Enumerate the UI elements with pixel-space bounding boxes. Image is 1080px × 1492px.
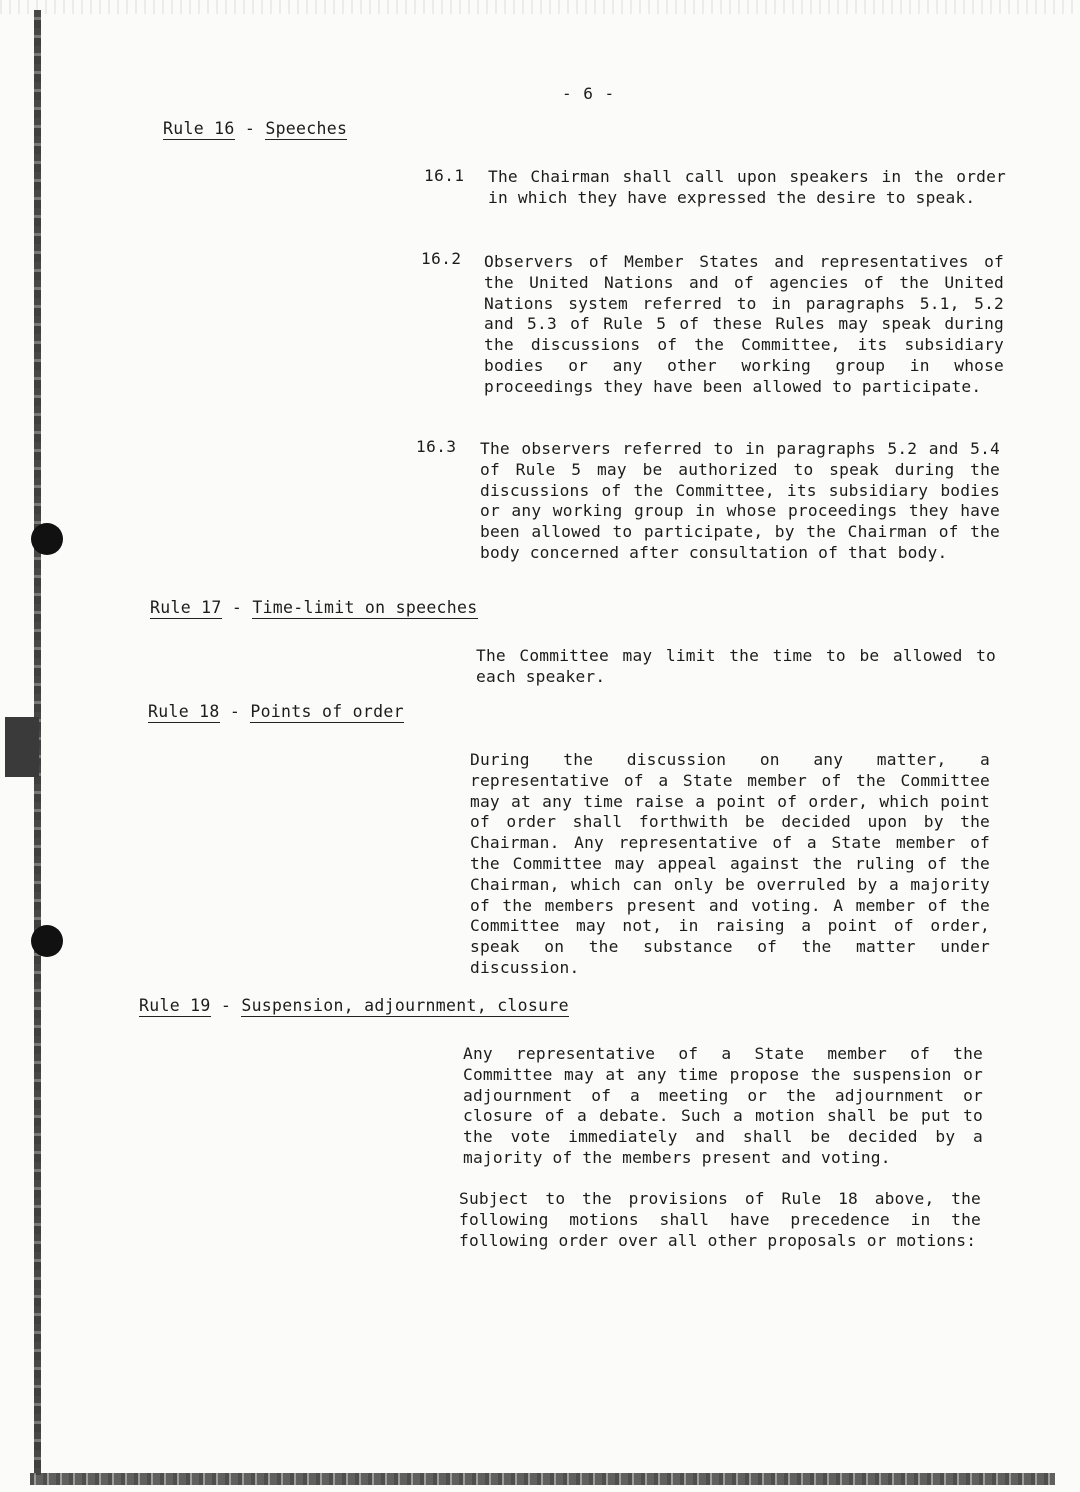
rule-number: Rule 18 — [148, 702, 220, 721]
rule-heading — [150, 598, 478, 617]
paragraph-text: The Chairman shall call upon speakers in the order in which they have expressed the desire to speak. — [488, 167, 1006, 207]
paragraph-text: Subject to the provisions of Rule 18 above, the following motions shall have precedence in the following order over all other proposals or motions: — [459, 1189, 981, 1250]
rule-separator: - — [234, 119, 266, 138]
scan-tab-mark — [5, 717, 39, 777]
rule-title: Time-limit on speeches — [252, 598, 478, 617]
rule-separator: - — [210, 996, 242, 1015]
paragraph-text: During the discussion on any matter, a representative of a State member of the Committee may at any time raise a point of order, which point of order shall forthwith be decided upon by the Chairman. Any representative of a State member of the Committee may appeal against the ruling of the Chairman, which can only be overruled by a majority of the members present and voting. A member of the Committee may not, in raising a point of order, speak on the substance of the matter under discussion. — [470, 750, 990, 977]
rule-separator: - — [221, 598, 253, 617]
punch-hole — [31, 925, 63, 957]
rule-title: Points of order — [250, 702, 404, 721]
punch-hole — [31, 523, 63, 555]
paragraph-text: The observers referred to in paragraphs 5.2 and 5.4 of Rule 5 may be authorized to speak during the discussions of the Committee, its subsidiary bodies or any working group in whose proceedings they have been allowed to participate, by the Chairman of the body concerned after consultation of that body. — [480, 439, 1000, 562]
rule-number: Rule 17 — [150, 598, 222, 617]
rule-title: Suspension, adjournment, closure — [241, 996, 569, 1015]
paragraph-number: 16.3 — [416, 437, 457, 456]
paragraph-number: 16.2 — [421, 249, 462, 268]
rule-heading — [139, 996, 569, 1015]
paragraph-text: Any representative of a State member of the Committee may at any time propose the suspension or adjournment of a meeting or the adjournment or closure of a debate. Such a motion shall be put to the vote immediately and shall be decided by a majority of the members present and voting. — [463, 1044, 983, 1167]
scan-bottom-edge — [30, 1473, 1055, 1485]
rule-number: Rule 16 — [163, 119, 235, 138]
rule-heading — [163, 119, 347, 138]
rule-heading — [148, 702, 404, 721]
rule-title: Speeches — [265, 119, 348, 138]
paragraph-text: The Committee may limit the time to be allowed to each speaker. — [476, 646, 996, 686]
rule-separator: - — [219, 702, 251, 721]
paragraph-text: Observers of Member States and representatives of the United Nations and of agencies of the United Nations system referred to in paragraphs 5.1, 5.2 and 5.3 of Rule 5 of these Rules may speak during the discussions of the Committee, its subsidiary bodies or any other working group in whose proceedings they have been allowed to participate. — [484, 252, 1004, 396]
scan-top-edge — [0, 0, 1080, 14]
page-number: - 6 - — [562, 84, 616, 103]
paragraph-number: 16.1 — [424, 166, 465, 185]
rule-number: Rule 19 — [139, 996, 211, 1015]
